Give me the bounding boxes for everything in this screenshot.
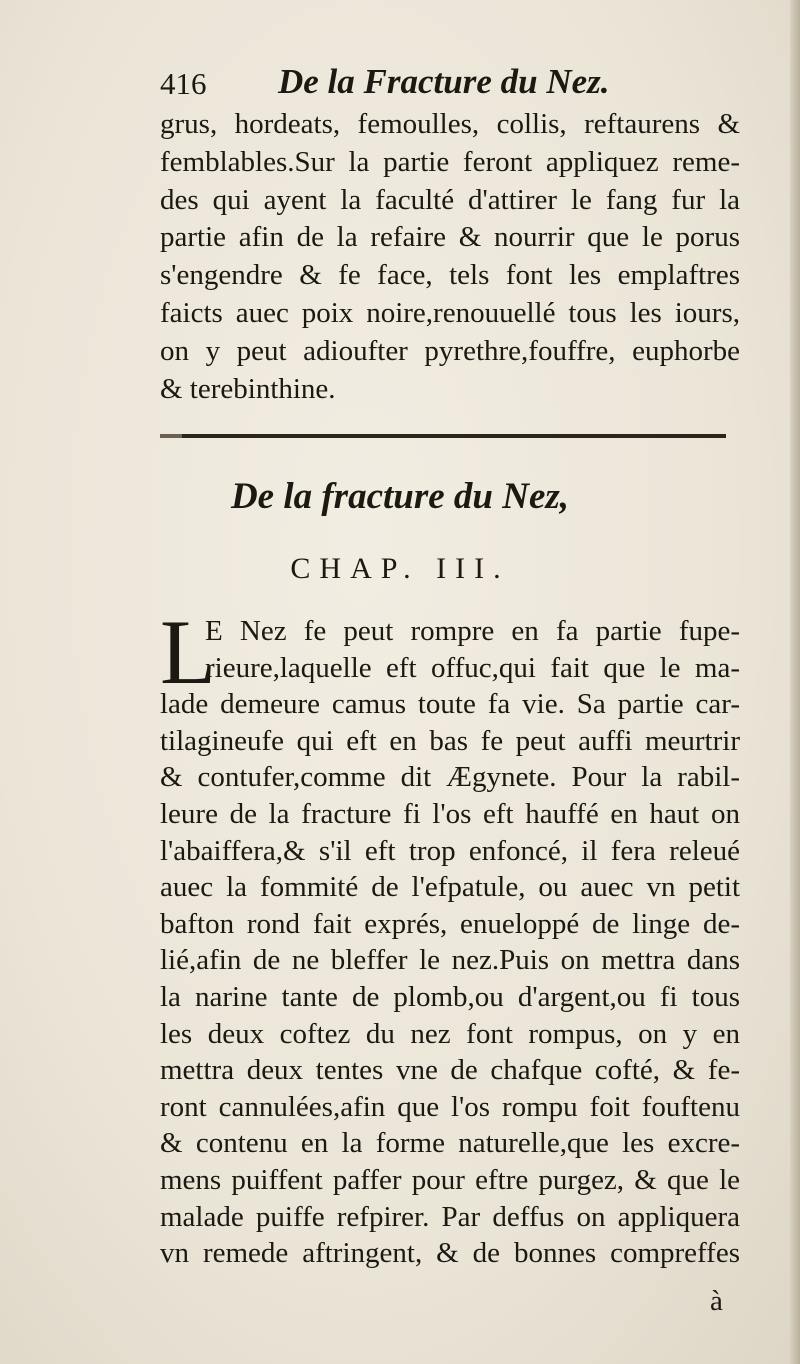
text-line: E Nez fe peut rompre en fa partie fupe- [205, 615, 740, 647]
text-line: grus, hordeats, femoulles, collis, reftaurens & [160, 108, 740, 140]
text-line: l'abaiffera,& s'il eft trop enfoncé, il fera releué [160, 834, 740, 867]
text-line: leure de la fracture fi l'os eft hauffé en haut on [160, 797, 740, 830]
text-line: rieure,laquelle eft offuc,qui fait que le ma- [205, 651, 740, 684]
text-line: bafton rond fait exprés, enueloppé de linge de- [160, 907, 740, 940]
text-line: faicts auec poix noire,renouuellé tous les iours, [160, 296, 740, 329]
text-line: lié,afin de ne bleffer le nez.Puis on mettra dans [160, 944, 740, 977]
text-line: ront cannulées,afin que l'os rompu foit fouftenu [160, 1090, 740, 1123]
text-line: partie afin de la refaire & nourrir que le porus [160, 221, 740, 254]
text-line: & contenu en la forme naturelle,que les excre- [160, 1127, 740, 1160]
section-title: De la fracture du Nez, [230, 476, 570, 517]
drop-cap-initial: L [160, 601, 217, 703]
text-line: & terebinthine. [160, 372, 336, 405]
running-title: De la Fracture du Nez. [278, 62, 610, 101]
continued-paragraph [160, 106, 740, 408]
text-line: femblables.Sur la partie feront appliquez reme- [160, 145, 740, 178]
page-edge-shadow [790, 0, 800, 1364]
text-line: lade demeure camus toute fa vie. Sa partie car- [160, 688, 740, 721]
text-line: la narine tante de plomb,ou d'argent,ou fi tous [160, 980, 740, 1013]
text-line: on y peut adioufter pyrethre,fouffre, euphorbe [160, 334, 740, 367]
text-line: vn remede aftringent, & de bonnes compreffes [160, 1237, 740, 1270]
text-line: auec la fommité de l'efpatule, ou auec vn petit [160, 871, 740, 904]
chapter-body-text [160, 601, 740, 1272]
page-header [160, 62, 720, 106]
text-line: les deux coftez du nez font rompus, on y en [160, 1017, 740, 1050]
text-line: s'engendre & fe face, tels font les emplaftres [160, 259, 740, 292]
text-line: mens puiffent paffer pour eftre purgez, & que le [160, 1163, 740, 1196]
catchword: à [710, 1285, 723, 1317]
page-number: 416 [160, 66, 207, 101]
text-line: malade puiffe refpirer. Par deffus on appliquera [160, 1200, 740, 1233]
text-line: mettra deux tentes vne de chafque cofté, & fe- [160, 1054, 740, 1087]
text-line: tilagineufe qui eft en bas fe peut auffi meurtrir [160, 724, 740, 757]
section-divider-rule [160, 434, 726, 438]
text-line: des qui ayent la faculté d'attirer le fang fur la [160, 183, 740, 216]
text-line: & contufer,comme dit Ægynete. Pour la rabil- [160, 761, 740, 794]
chapter-heading: CHAP. III. [290, 552, 510, 585]
